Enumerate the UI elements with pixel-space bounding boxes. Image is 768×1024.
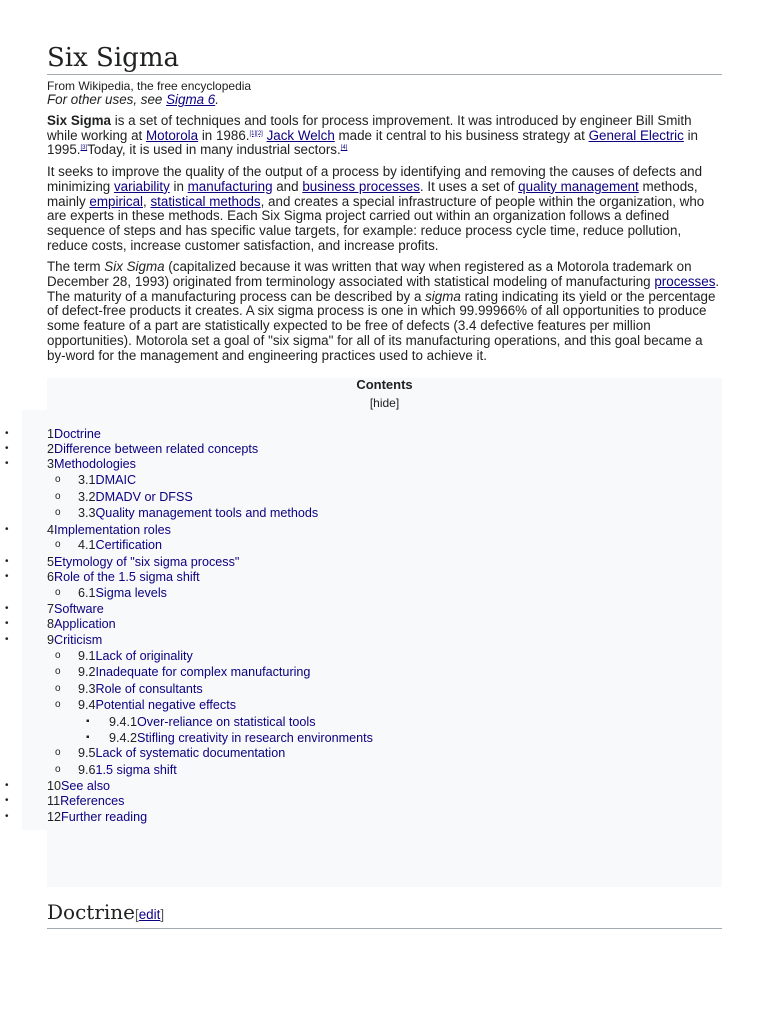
toc-bullet: •	[5, 618, 9, 629]
article-body	[47, 0, 722, 363]
hatnote	[47, 93, 722, 107]
toc-item-label[interactable]: Potential negative effects	[95, 698, 237, 712]
edit-bracket-close: ]	[160, 907, 165, 922]
text: in 1995.	[47, 127, 699, 158]
intro-paragraph-1	[47, 114, 722, 158]
toc-bullet: o	[55, 507, 61, 518]
toc-item[interactable]	[78, 538, 162, 552]
link-processes[interactable]: processes	[654, 274, 716, 290]
toc-item[interactable]	[47, 457, 136, 471]
toc-bullet: o	[55, 474, 61, 485]
toc-item-label[interactable]: Further reading	[61, 810, 148, 824]
text: made it central to his business strategy at	[334, 127, 589, 143]
toc-item[interactable]	[47, 779, 110, 793]
toc-item-number: 4	[47, 523, 55, 537]
toc-item[interactable]	[47, 555, 239, 569]
edit-link[interactable]: edit	[138, 907, 161, 922]
toc-item-label[interactable]: See also	[61, 779, 111, 793]
toc-item-label[interactable]: Application	[54, 617, 116, 631]
toc-item[interactable]	[78, 698, 236, 712]
toc-item-number: 9	[47, 633, 55, 647]
toc-bullet: o	[55, 764, 61, 775]
toc-item[interactable]	[47, 617, 116, 631]
toc-item-number: 9.4.1	[109, 715, 138, 729]
text: and	[272, 178, 303, 194]
toc-item-label[interactable]: Etymology of "six sigma process"	[54, 555, 240, 569]
toc-item[interactable]	[47, 794, 124, 808]
toc-bullet: •	[5, 603, 9, 614]
toc-bullet: •	[5, 556, 9, 567]
site-tagline: From Wikipedia, the free encyclopedia	[47, 79, 252, 93]
toc-item-label[interactable]: Software	[54, 602, 104, 616]
toc-item-number: 9.5	[78, 746, 96, 760]
toc-item-number: 10	[47, 779, 62, 793]
toc-item-number: 3.2	[78, 490, 96, 504]
toc-item-number: 1	[47, 427, 55, 441]
toc-item-label[interactable]: Certification	[95, 538, 163, 552]
ref-link[interactable]: [1][2]	[249, 130, 263, 137]
toc-item-number: 6.1	[78, 586, 96, 600]
toc-item-label[interactable]: Over-reliance on statistical tools	[137, 715, 316, 729]
text: The term	[47, 259, 105, 275]
toc-bullet: •	[5, 428, 9, 439]
toc-item-label[interactable]: Implementation roles	[54, 523, 171, 537]
toc-item-label[interactable]: Role of the 1.5 sigma shift	[54, 570, 200, 584]
text: methods, mainly	[47, 178, 698, 209]
edit-bracket-open: [	[135, 907, 139, 922]
toc-item[interactable]	[109, 715, 316, 729]
toc-item-label[interactable]: Sigma levels	[95, 586, 167, 600]
toc-item-number: 9.3	[78, 682, 96, 696]
link-empirical[interactable]: empirical	[89, 193, 143, 209]
toc-item[interactable]	[78, 586, 167, 600]
italic-term: sigma	[425, 288, 461, 304]
toc-item-label[interactable]: Lack of systematic documentation	[95, 746, 286, 760]
toc-item[interactable]	[47, 602, 104, 616]
toc-margin	[22, 410, 47, 830]
toc-bullet: •	[5, 458, 9, 469]
toc-hide-toggle[interactable]	[47, 396, 722, 410]
section-heading-doctrine	[47, 900, 722, 929]
text: ,	[143, 193, 151, 209]
link-jack-welch[interactable]: Jack Welch	[266, 127, 335, 143]
link-variability[interactable]: variability	[113, 178, 170, 194]
toc-item[interactable]	[47, 442, 258, 456]
toc-item-number: 11	[47, 794, 61, 808]
toc-bullet: •	[5, 795, 9, 806]
text: It seeks to improve the quality of the output of a process by identifying and removing the causes of defects and minimizing	[47, 164, 703, 194]
toc-item-label[interactable]: Stifling creativity in research environments	[137, 731, 373, 745]
toc-bullet: o	[55, 650, 61, 661]
toc-bullet: ▪	[86, 732, 90, 743]
toc-item-label[interactable]: Difference between related concepts	[54, 442, 259, 456]
toc-item-number: 2	[47, 442, 55, 456]
link-general-electric[interactable]: General Electric	[588, 127, 684, 143]
text: is a set of techniques and tools for process improvement. It was introduced by engineer Bill Smith while working at	[47, 113, 692, 143]
toc-item-label[interactable]: Doctrine	[54, 427, 101, 441]
toc-item[interactable]	[47, 427, 101, 441]
text: in 1986.	[198, 127, 250, 143]
toc-item-label[interactable]: Methodologies	[54, 457, 136, 471]
toc-bullet: •	[5, 811, 9, 822]
toc-item[interactable]	[78, 649, 193, 663]
text: , and creates a special infrastructure of people within the organization, who are experts in these methods. Each Six Sigma project carried out within an organization follows a defined sequence of steps and has specific value targets, for example: reduce process cycle time, reduce pollution, reduce costs, increase customer satisfaction, and increase profits.	[47, 193, 705, 253]
hatnote-text: For other uses, see	[47, 92, 167, 107]
toc-title: Contents	[356, 377, 413, 392]
toc-item-number: 12	[47, 810, 62, 824]
toc-item-label[interactable]: Inadequate for complex manufacturing	[95, 665, 311, 679]
toc-bullet: o	[55, 666, 61, 677]
toc-item-number: 5	[47, 555, 55, 569]
text: (capitalized because it was written that way when registered as a Motorola trademark on December 28, 1993) originated from terminology associated with statistical modeling of manufacturing	[47, 259, 692, 290]
toc-item-number: 3.1	[78, 473, 96, 487]
toc-item[interactable]	[78, 763, 177, 777]
toc-item-number: 3	[47, 457, 55, 471]
toc-bullet: o	[55, 539, 61, 550]
toc-item-number: 9.2	[78, 665, 96, 679]
text: . It uses a set of	[419, 178, 519, 194]
toc-item-label[interactable]: Quality management tools and methods	[95, 506, 319, 520]
toc-bullet: •	[5, 524, 9, 535]
toc-item-number: 8	[47, 617, 55, 631]
toc-item[interactable]	[47, 633, 102, 647]
text: Today, it is used in many industrial sectors.	[87, 142, 341, 158]
ref-link[interactable]: [4]	[340, 145, 348, 152]
toc-bullet: •	[5, 571, 9, 582]
toc-item-label[interactable]: Criticism	[54, 633, 103, 647]
toc-item-label[interactable]: Role of consultants	[95, 682, 203, 696]
link-statistical-methods[interactable]: statistical methods	[150, 193, 261, 209]
toc-bullet: •	[5, 443, 9, 454]
intro-paragraph-3	[47, 260, 722, 363]
toc-bullet: •	[5, 634, 9, 645]
intro-paragraph-2	[47, 165, 722, 253]
link-business-processes[interactable]: business processes	[302, 178, 420, 194]
hatnote-suffix: .	[215, 92, 219, 107]
toc-item[interactable]	[109, 731, 373, 745]
toc-item-number: 7	[47, 602, 55, 616]
toc-item[interactable]	[78, 665, 310, 679]
toc-bullet: ▪	[86, 716, 90, 727]
toc-bullet: o	[55, 683, 61, 694]
toc-item-number: 9.1	[78, 649, 96, 663]
toc-item[interactable]	[78, 506, 318, 520]
toc-item-number: 3.3	[78, 506, 96, 520]
toc-bullet: •	[5, 780, 9, 791]
toc-item-label[interactable]: References	[60, 794, 125, 808]
page-title: Six Sigma	[47, 0, 722, 75]
text: in	[169, 178, 188, 194]
text: rating indicating its yield or the percentage of defect-free products it creates. A six sigma process is one in which 99.99966% of all opportunities to produce some feature of a part are statistically expected to be free of defects (3.4 defective features per million opportunities). Motorola set a goal of "six sigma" for all of its manufacturing operations, and this goal became a by-word for the management and engineering practices used to achieve it.	[47, 288, 716, 363]
bold-term: Six Sigma	[47, 113, 112, 128]
edit-section	[135, 907, 164, 922]
toc-bullet: o	[55, 747, 61, 758]
toc-item-number: 9.4	[78, 698, 96, 712]
toc-bullet: o	[55, 699, 61, 710]
toc-item-label[interactable]: DMADV or DFSS	[95, 490, 193, 504]
toc-bullet: o	[55, 491, 61, 502]
toc-item-label[interactable]: DMAIC	[95, 473, 137, 487]
text: . The maturity of a manufacturing process can be described by a	[47, 274, 720, 304]
toc-item-number: 4.1	[78, 538, 96, 552]
toc-item-number: 9.6	[78, 763, 96, 777]
section-title: Doctrine	[47, 900, 135, 924]
toc-hide-label[interactable]: [hide]	[369, 396, 400, 410]
toc-item-label[interactable]: 1.5 sigma shift	[95, 763, 177, 777]
toc-item[interactable]	[47, 523, 171, 537]
italic-term: Six Sigma	[104, 259, 165, 275]
toc-item[interactable]	[47, 570, 200, 584]
toc-item-number: 6	[47, 570, 55, 584]
link-quality-management[interactable]: quality management	[518, 178, 639, 194]
toc-item[interactable]	[47, 810, 147, 824]
ref-link[interactable]: [3]	[80, 145, 88, 152]
toc-item[interactable]	[78, 746, 285, 760]
toc-bullet: o	[55, 587, 61, 598]
toc-item[interactable]	[78, 473, 136, 487]
link-manufacturing[interactable]: manufacturing	[187, 178, 273, 194]
toc-item[interactable]	[78, 682, 203, 696]
toc-item-number: 9.4.2	[109, 731, 138, 745]
hatnote-link[interactable]: Sigma 6	[166, 92, 216, 107]
link-motorola[interactable]: Motorola	[146, 127, 199, 143]
toc-item-label[interactable]: Lack of originality	[95, 649, 193, 663]
toc-item[interactable]	[78, 490, 193, 504]
